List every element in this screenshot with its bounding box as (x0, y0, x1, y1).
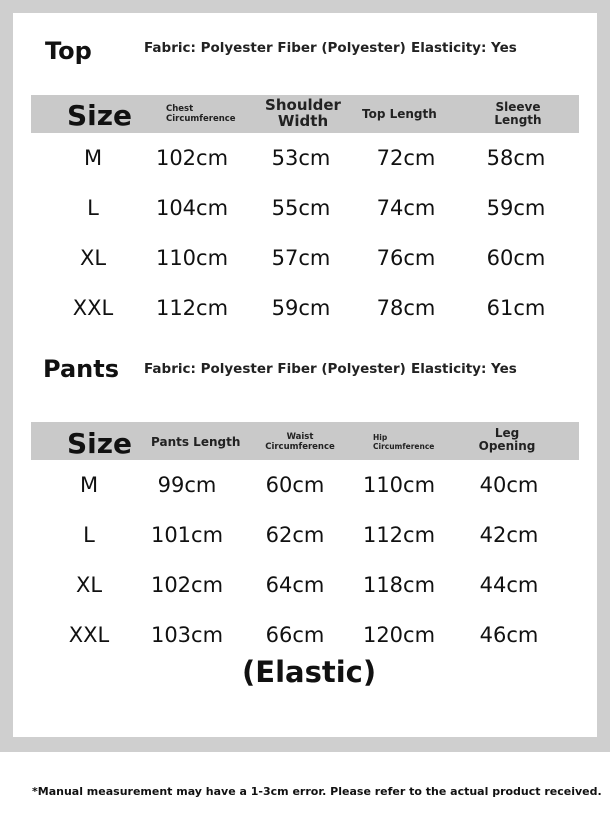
top-cell: 57cm (271, 246, 331, 270)
pants-cell: 60cm (265, 473, 325, 497)
top-size-header: Size (67, 99, 133, 132)
elastic-waist-note: (Elastic) (242, 655, 377, 689)
top-cell: 59cm (486, 196, 546, 220)
pants-section-title: Pants (43, 355, 119, 383)
pants-waist-header: Waist Circumference (265, 432, 335, 452)
pants-cell: 101cm (150, 523, 224, 547)
pants-cell: 110cm (362, 473, 436, 497)
top-shoulder-header: Shoulder Width (265, 96, 341, 130)
pants-cell: M (79, 473, 99, 497)
pants-cell: 66cm (265, 623, 325, 647)
top-cell: 61cm (486, 296, 546, 320)
pants-leg-header: Leg Opening (478, 426, 536, 453)
pants-cell: 62cm (265, 523, 325, 547)
top-cell: 60cm (486, 246, 546, 270)
top-cell: 53cm (271, 146, 331, 170)
measurement-footnote: *Manual measurement may have a 1-3cm error. Please refer to the actual product received. (32, 785, 602, 798)
pants-cell: 42cm (479, 523, 539, 547)
top-header-bar (31, 95, 579, 133)
pants-hip-header: Hip Circumference (373, 433, 435, 451)
pants-cell: 120cm (362, 623, 436, 647)
top-cell: 78cm (376, 296, 436, 320)
top-section-title: Top (45, 37, 92, 65)
top-sleeve-header: Sleeve Length (494, 100, 542, 127)
pants-length-header: Pants Length (151, 435, 241, 449)
pants-cell: L (83, 523, 95, 547)
pants-fabric-info: Fabric: Polyester Fiber (Polyester) (144, 361, 406, 377)
pants-cell: 103cm (150, 623, 224, 647)
top-cell: L (87, 196, 99, 220)
top-cell: XL (79, 246, 107, 270)
pants-cell: XL (75, 573, 103, 597)
pants-cell: 112cm (362, 523, 436, 547)
top-cell: 55cm (271, 196, 331, 220)
size-chart-card (13, 13, 597, 737)
top-cell: 110cm (155, 246, 229, 270)
pants-cell: XXL (68, 623, 110, 647)
pants-cell: 118cm (362, 573, 436, 597)
top-cell: 59cm (271, 296, 331, 320)
pants-size-header: Size (67, 427, 133, 460)
pants-cell: 46cm (479, 623, 539, 647)
top-cell: 72cm (376, 146, 436, 170)
top-cell: 74cm (376, 196, 436, 220)
top-elasticity-info: Elasticity: Yes (411, 40, 517, 56)
top-length-header: Top Length (362, 107, 437, 121)
top-fabric-info: Fabric: Polyester Fiber (Polyester) (144, 40, 406, 56)
top-cell: 104cm (155, 196, 229, 220)
pants-cell: 40cm (479, 473, 539, 497)
pants-cell: 44cm (479, 573, 539, 597)
top-chest-header: Chest Circumference (166, 104, 236, 124)
top-cell: 112cm (155, 296, 229, 320)
top-cell: 102cm (155, 146, 229, 170)
pants-header-bar (31, 422, 579, 460)
pants-cell: 64cm (265, 573, 325, 597)
pants-cell: 99cm (157, 473, 217, 497)
top-cell: XXL (72, 296, 114, 320)
pants-cell: 102cm (150, 573, 224, 597)
top-cell: 76cm (376, 246, 436, 270)
pants-elasticity-info: Elasticity: Yes (411, 361, 517, 377)
top-cell: M (83, 146, 103, 170)
top-cell: 58cm (486, 146, 546, 170)
